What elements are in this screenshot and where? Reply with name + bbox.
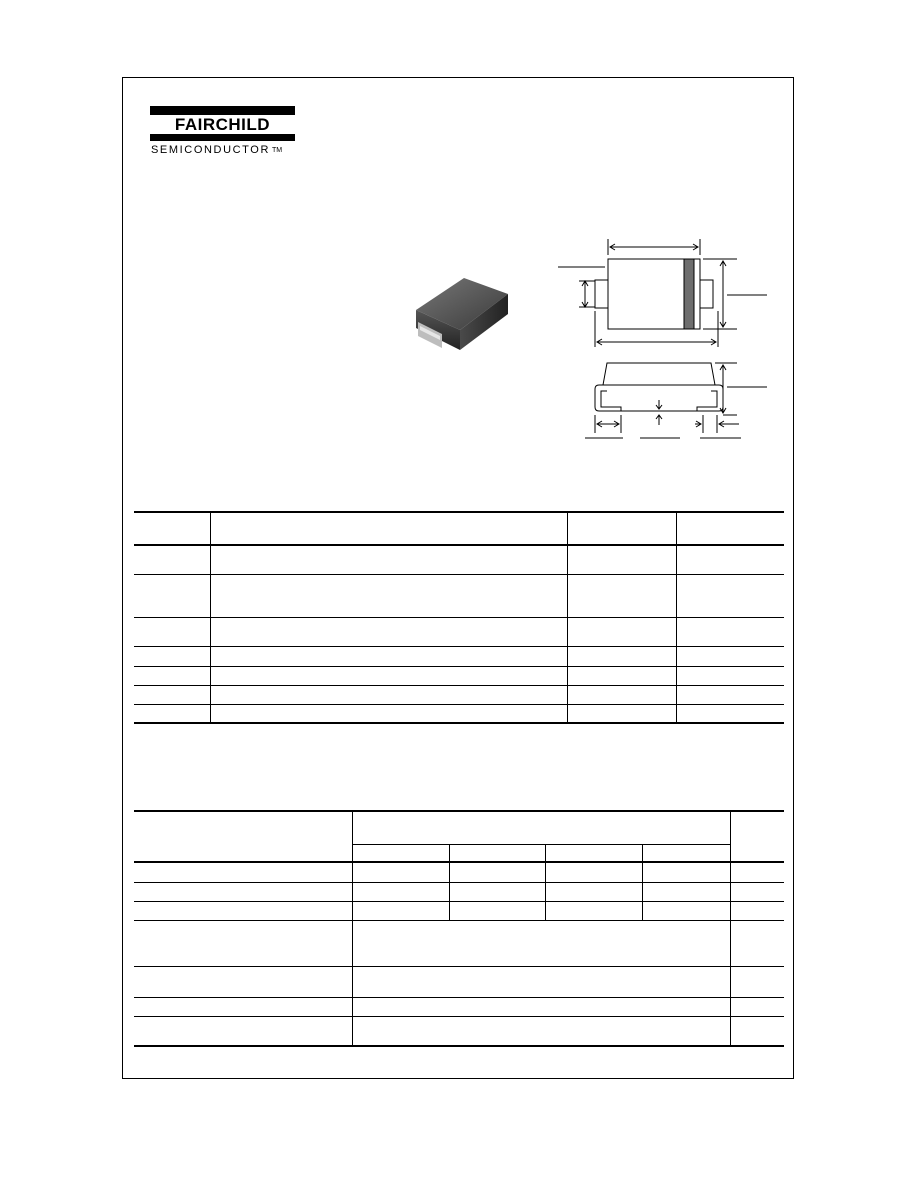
package-photo xyxy=(408,270,518,360)
side-view-lead-left xyxy=(595,385,621,411)
top-view-lead-left xyxy=(595,280,608,308)
table-b-col-divider xyxy=(642,844,643,921)
side-view-lead-right xyxy=(697,385,723,411)
table-b-rule xyxy=(134,966,784,967)
logo-subtitle xyxy=(151,143,282,158)
table-b-rule xyxy=(134,997,784,998)
logo-bottom-bar xyxy=(150,134,295,141)
logo-subtitle-text: SEMICONDUCTOR xyxy=(151,144,270,156)
table-a-rule xyxy=(134,574,784,575)
table-a-rule xyxy=(134,646,784,647)
table-b-header-rule xyxy=(134,861,784,863)
table-a-top-rule xyxy=(134,511,784,513)
table-a-col-divider xyxy=(210,511,211,724)
table-a-col-divider xyxy=(676,511,677,724)
table-b-bottom-rule xyxy=(134,1045,784,1047)
table-a-rule xyxy=(134,666,784,667)
table-b-rule xyxy=(134,901,784,902)
logo-brand-text: FAIRCHILD xyxy=(174,115,271,134)
table-b-col-divider xyxy=(545,844,546,921)
top-view-lead-right xyxy=(700,280,713,308)
table-b-rule xyxy=(134,1016,784,1017)
table-b-col-divider xyxy=(449,844,450,921)
table-b-subheader-rule xyxy=(352,844,730,845)
table-a-rule xyxy=(134,704,784,705)
table-b-rule xyxy=(134,920,784,921)
table-a-rule xyxy=(134,544,784,546)
package-outline-drawing xyxy=(555,235,770,450)
table-b-top-rule xyxy=(134,810,784,812)
table-b-col-divider xyxy=(730,810,731,1047)
trademark-mark: TM xyxy=(272,147,283,154)
table-a-bottom-rule xyxy=(134,722,784,724)
cathode-band xyxy=(684,259,694,329)
logo-top-bar xyxy=(150,106,295,115)
table-b-rule xyxy=(134,882,784,883)
table-a-rule xyxy=(134,617,784,618)
table-a-col-divider xyxy=(567,511,568,724)
page-border xyxy=(122,77,794,1079)
table-b-col-divider xyxy=(352,810,353,1047)
table-a-rule xyxy=(134,685,784,686)
side-view-body xyxy=(603,363,715,385)
fairchild-logo xyxy=(150,106,310,162)
